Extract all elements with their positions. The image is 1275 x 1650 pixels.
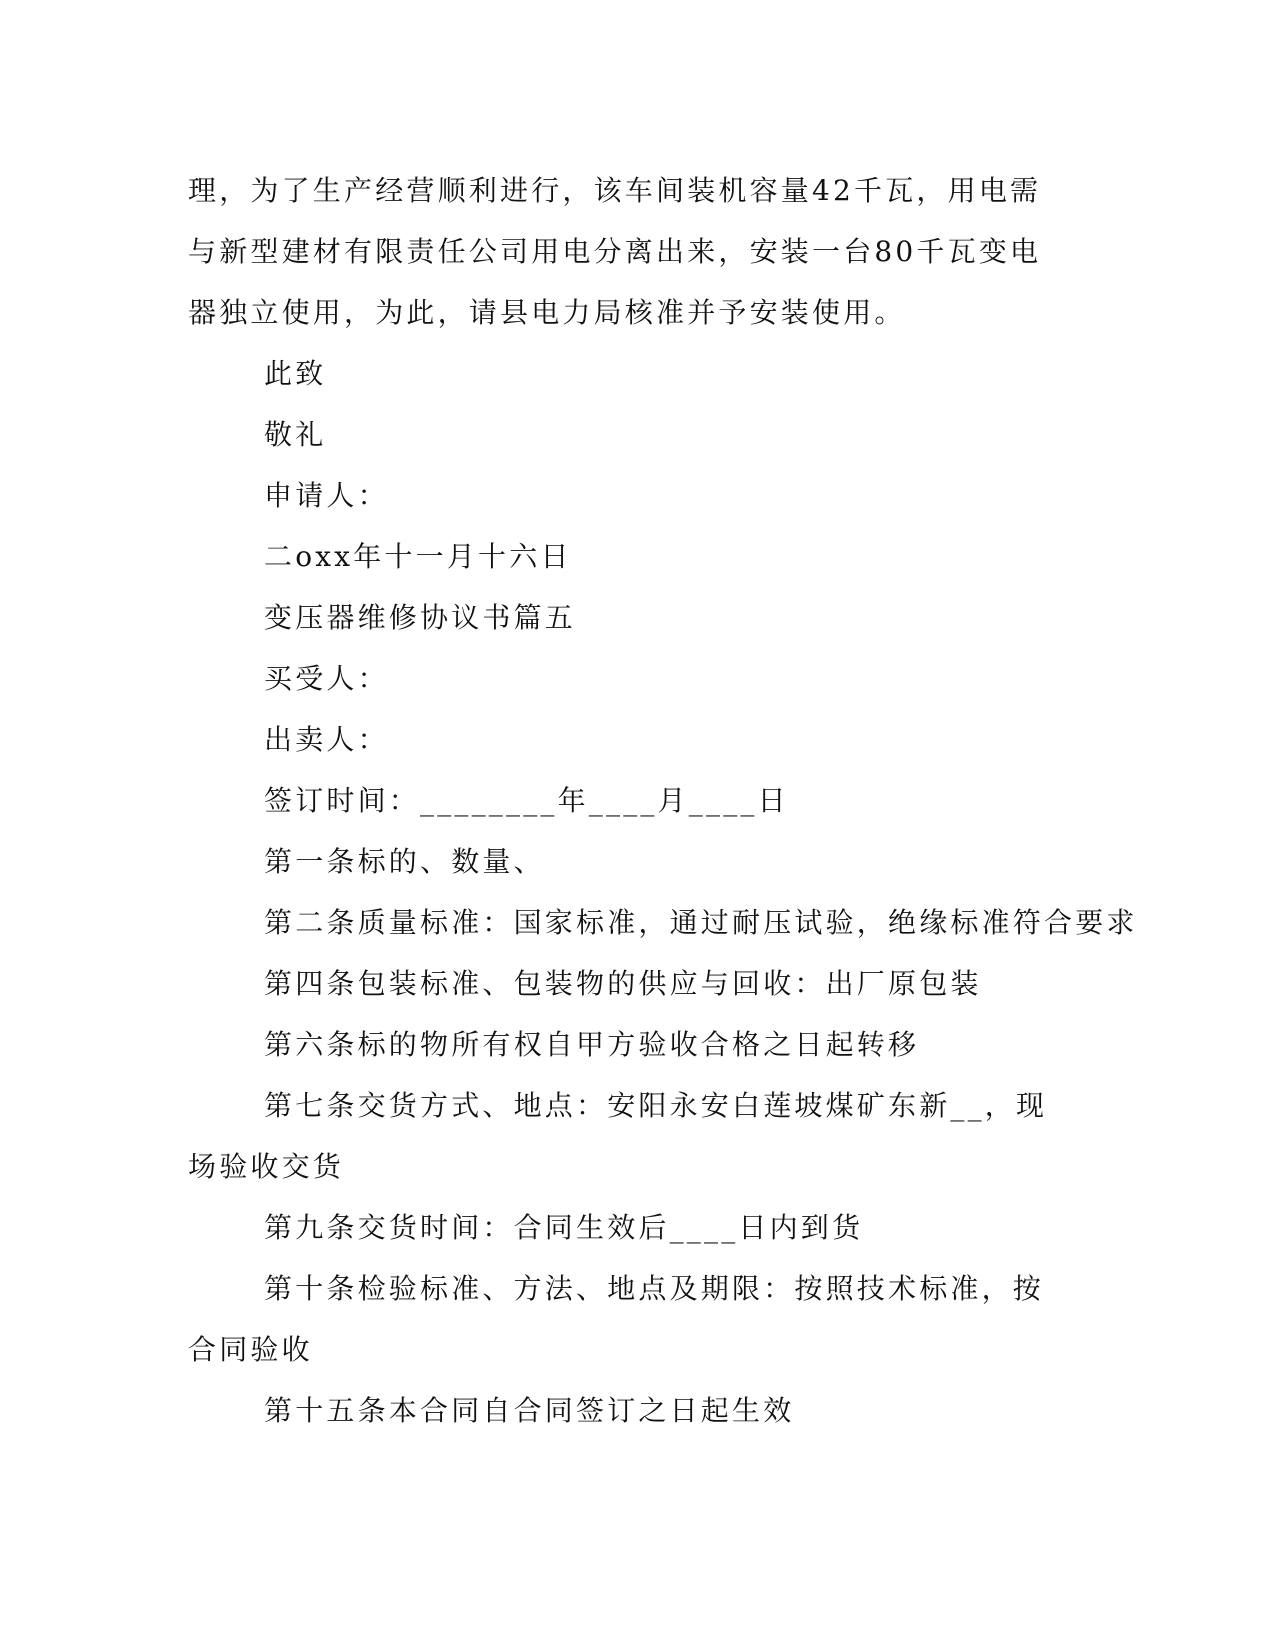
clause-9: 第九条交货时间：合同生效后____日内到货 (264, 1211, 864, 1244)
document-body (188, 160, 1138, 1441)
paragraph-signing-time: 签订时间：________年____月____日 (264, 784, 789, 817)
clause-10: 第十条检验标准、方法、地点及期限：按照技术标准，按合同验收 (188, 1272, 1045, 1366)
paragraph-date: 二oxx年十一月十六日 (264, 540, 572, 573)
paragraph-buyer: 买受人： (264, 662, 389, 695)
clause-1: 第一条标的、数量、 (264, 845, 545, 878)
paragraph-applicant: 申请人： (264, 479, 389, 512)
clause-7: 第七条交货方式、地点：安阳永安白莲坡煤矿东新__，现场验收交货 (188, 1089, 1048, 1183)
paragraph-seller: 出卖人： (264, 723, 389, 756)
paragraph-salutation: 此致 (264, 357, 327, 390)
clause-4: 第四条包装标准、包装物的供应与回收：出厂原包装 (264, 967, 982, 1000)
section-heading: 变压器维修协议书篇五 (264, 601, 577, 634)
clause-15: 第十五条本合同自合同签订之日起生效 (264, 1394, 795, 1427)
paragraph-application-reason: 理，为了生产经营顺利进行，该车间装机容量42千瓦，用电需与新型建材有限责任公司用电分离出来，安装一台80千瓦变电器独立使用，为此，请县电力局核准并予安装使用。 (188, 174, 1042, 329)
clause-6: 第六条标的物所有权自甲方验收合格之日起转移 (264, 1028, 920, 1061)
paragraph-regards: 敬礼 (264, 418, 327, 451)
clause-2: 第二条质量标准：国家标准，通过耐压试验，绝缘标准符合要求 (264, 906, 1138, 939)
